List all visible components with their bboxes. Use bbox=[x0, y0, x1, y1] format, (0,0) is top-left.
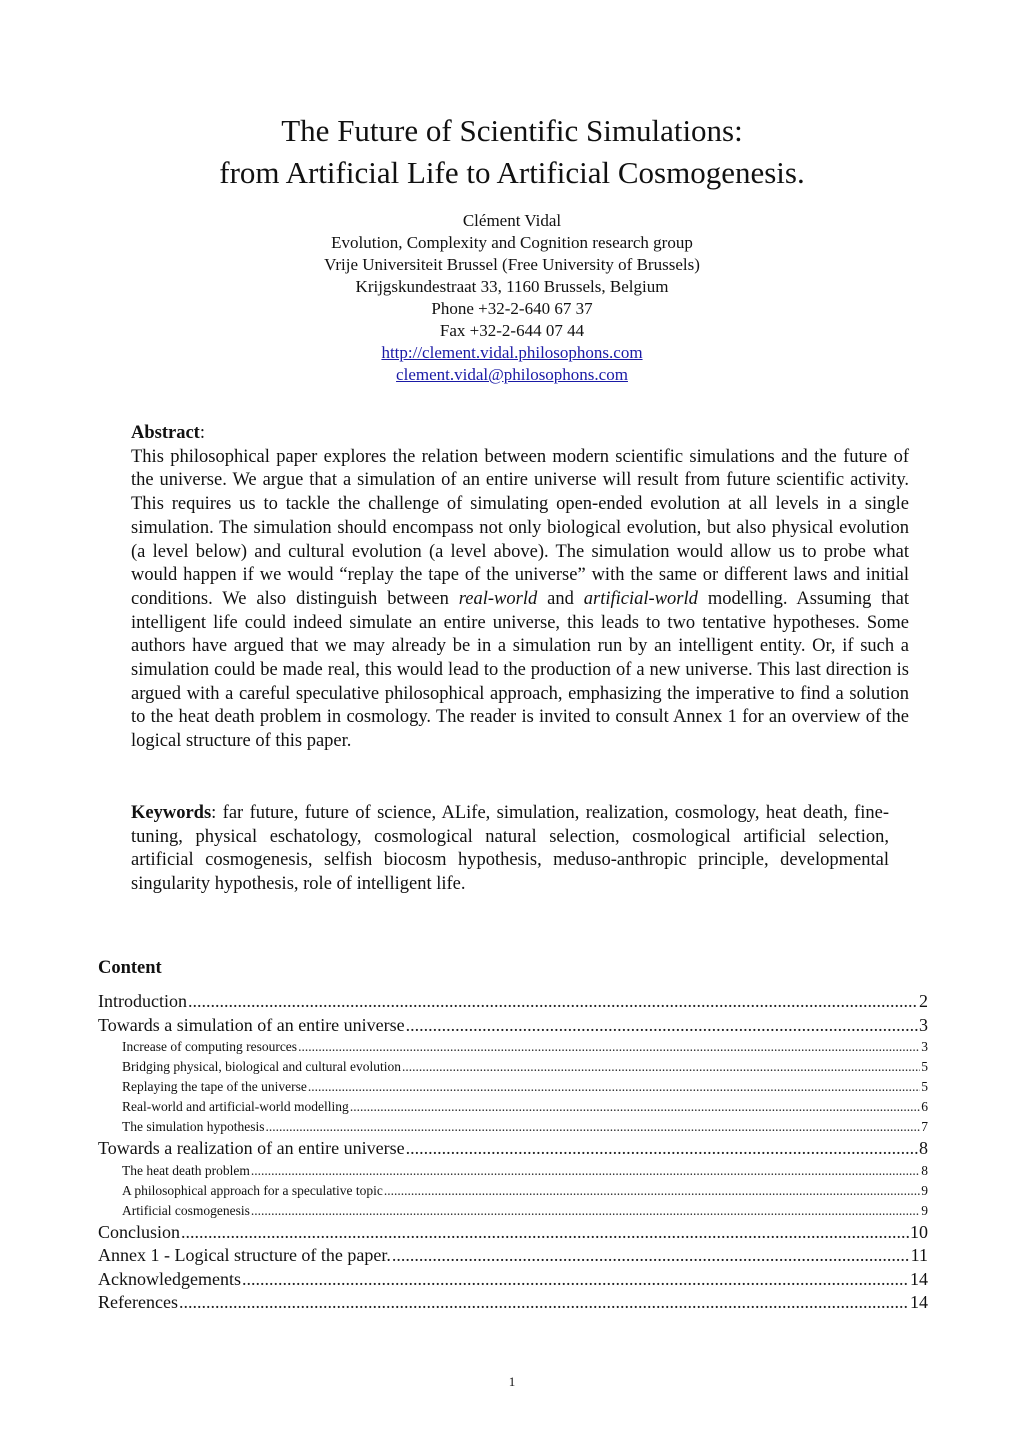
page-number: 1 bbox=[508, 1374, 516, 1389]
toc-entry-computing-resources[interactable]: Increase of computing resources ..... 3 bbox=[98, 1037, 928, 1057]
toc-entry-bridging-evolution[interactable]: Bridging physical, biological and cultural evolution ..... 5 bbox=[98, 1057, 928, 1077]
paper-title bbox=[0, 110, 1024, 194]
author-phone: Phone +32-2-640 67 37 bbox=[431, 299, 593, 318]
author-block bbox=[0, 210, 1024, 386]
toc-entry-replaying-tape[interactable]: Replaying the tape of the universe ..... 5 bbox=[98, 1077, 928, 1097]
toc-entry-philosophical-approach[interactable]: A philosophical approach for a speculative topic ..... 9 bbox=[98, 1181, 928, 1201]
abstract-section bbox=[131, 422, 909, 754]
abstract-heading-colon: : bbox=[199, 423, 205, 443]
author-email-link[interactable]: clement.vidal@philosophons.com bbox=[396, 365, 628, 384]
toc-heading: Content bbox=[98, 958, 162, 978]
author-fax: Fax +32-2-644 07 44 bbox=[439, 321, 585, 340]
author-group: Evolution, Complexity and Cognition research group bbox=[331, 233, 693, 252]
keywords-section bbox=[131, 802, 889, 897]
abstract-body bbox=[131, 446, 909, 754]
abstract-term-real-world: real-world bbox=[458, 588, 538, 609]
keywords-heading: Keywords bbox=[131, 803, 212, 823]
toc-entry-references[interactable]: References ..... 14 bbox=[98, 1291, 928, 1315]
title-line-1: The Future of Scientific Simulations: bbox=[281, 113, 743, 148]
author-website-link[interactable]: http://clement.vidal.philosophons.com bbox=[381, 343, 643, 362]
toc-entry-real-artificial-modelling[interactable]: Real-world and artificial-world modelling ..... 6 bbox=[98, 1097, 928, 1117]
toc-entry-artificial-cosmogenesis[interactable]: Artificial cosmogenesis ..... 9 bbox=[98, 1201, 928, 1221]
abstract-text-part-1: This philosophical paper explores the relation between modern scientific simulations and the future of the universe. We argue that a simulation of an entire universe will result from future scientific activity. This requires us to tackle the challenge of simulating open-ended evolution at all levels in a single simulation. The simulation should encompass not only biological evolution, but also physical evolution (a level below) and cultural evolution (a level above). The simulation would allow us to probe what would happen if we would “replay the tape of the universe” with the same or different laws and initial conditions. We also distinguish between bbox=[131, 446, 909, 609]
table-of-contents bbox=[98, 956, 928, 1315]
toc-entry-towards-simulation[interactable]: Towards a simulation of an entire universe ..... 3 bbox=[98, 1014, 928, 1038]
toc-entry-heat-death[interactable]: The heat death problem ..... 8 bbox=[98, 1161, 928, 1181]
abstract-text-part-2: modelling. Assuming that intelligent life could indeed simulate an entire universe, this leads to two tentative hypotheses. Some authors have argued that we may already be in a simulation run by an intelligent entity. Or, if such a simulation could be made real, this would lead to the production of a new universe. This last direction is argued with a careful speculative philosophical approach, emphasizing the imperative to find a solution to the heat death problem in cosmology. The reader is invited to consult Annex 1 for an overview of the logical structure of this paper. bbox=[131, 588, 910, 752]
toc-entry-introduction[interactable]: Introduction ..... 2 bbox=[98, 990, 928, 1014]
toc-entry-simulation-hypothesis[interactable]: The simulation hypothesis ..... 7 bbox=[98, 1117, 928, 1137]
toc-entry-acknowledgements[interactable]: Acknowledgements ..... 14 bbox=[98, 1268, 928, 1292]
abstract-heading: Abstract bbox=[131, 423, 200, 443]
keywords-text: : far future, future of science, ALife, simulation, realization, cosmology, heat death, fine-tuning, physical eschatology, cosmological natural selection, cosmological artificial selection, artificial cosmogenesis, selfish biocosm hypothesis, meduso-anthropic principle, developmental singularity hypothesis, role of intelligent life. bbox=[131, 803, 889, 895]
title-line-2: from Artificial Life to Artificial Cosmogenesis. bbox=[219, 155, 805, 190]
author-name: Clément Vidal bbox=[462, 211, 562, 230]
abstract-heading-line bbox=[131, 422, 909, 446]
toc-entry-towards-realization[interactable]: Towards a realization of an entire universe ..... 8 bbox=[98, 1137, 928, 1161]
toc-entry-annex-1[interactable]: Annex 1 - Logical structure of the paper. ..... 11 bbox=[98, 1244, 928, 1268]
abstract-term-artificial-world: artificial-world bbox=[583, 588, 698, 609]
author-university: Vrije Universiteit Brussel (Free University of Brussels) bbox=[324, 255, 700, 274]
toc-entry-conclusion[interactable]: Conclusion ..... 10 bbox=[98, 1221, 928, 1245]
abstract-and: and bbox=[547, 588, 574, 609]
author-address: Krijgskundestraat 33, 1160 Brussels, Belgium bbox=[355, 277, 669, 296]
